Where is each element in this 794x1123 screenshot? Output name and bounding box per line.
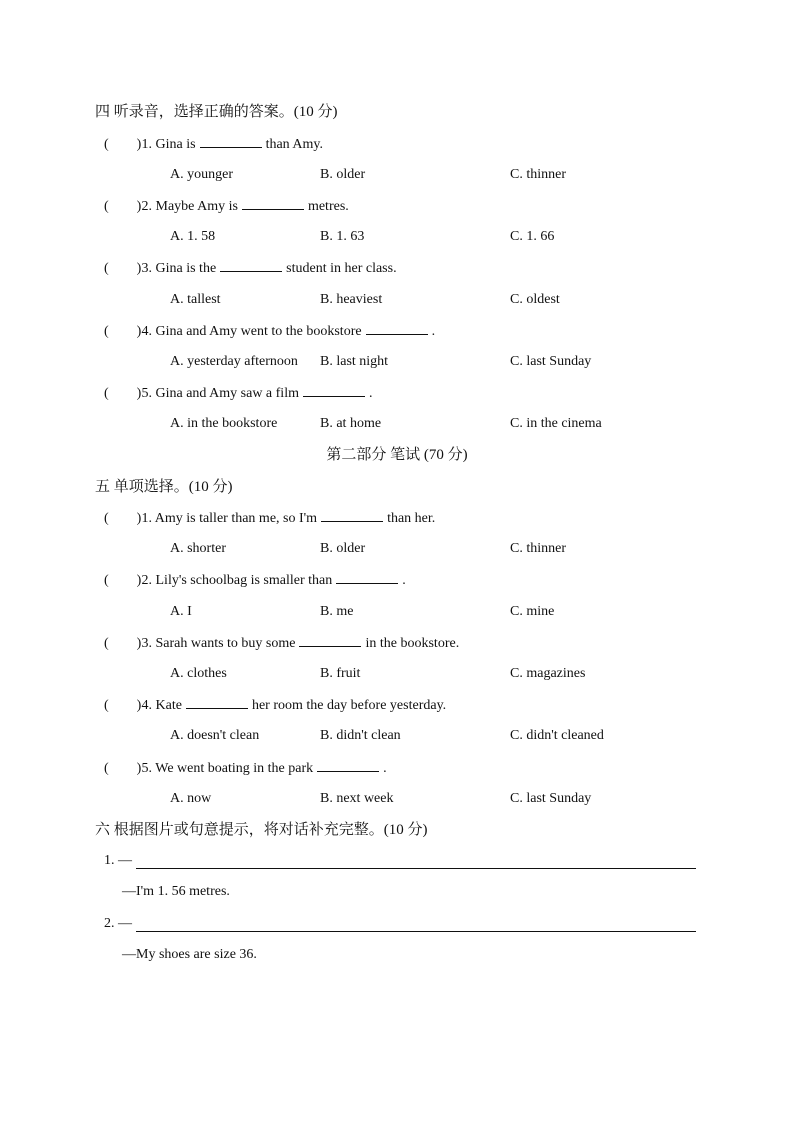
answer-blank[interactable] [303,384,365,397]
question-stem-pre: 2. Maybe Amy is [141,199,238,214]
question-stem-post: . [368,386,373,401]
answer-paren[interactable]: ( ) [104,511,142,526]
question-row [104,759,387,778]
option-c: C. mine [510,604,555,619]
option-a: A. shorter [170,541,226,556]
answer-paren[interactable]: ( ) [104,761,142,776]
answer-paren[interactable]: ( ) [104,386,142,401]
question-stem-post: . [383,761,387,776]
dialogue-number: 2. — [104,916,132,931]
question-stem-pre: 5. Gina and Amy saw a film [141,386,299,401]
section-five-heading: 五 单项选择。(10 分) [95,479,233,495]
dialogue-number: 1. — [104,853,132,868]
option-a: A. doesn't clean [170,728,260,743]
option-b: B. last night [320,354,389,369]
answer-paren[interactable]: ( ) [104,324,142,339]
answer-blank[interactable] [220,259,282,272]
answer-blank[interactable] [366,322,428,335]
option-a: A. younger [170,167,233,182]
answer-blank[interactable] [200,135,262,148]
option-b: B. older [320,167,366,182]
question-stem-post: . [431,324,436,339]
question-row [104,384,372,403]
answer-blank[interactable] [317,759,379,772]
question-row [104,135,323,154]
answer-paren[interactable]: ( ) [104,698,142,713]
answer-blank[interactable] [242,197,304,210]
answer-line[interactable] [136,868,696,869]
answer-paren[interactable]: ( ) [104,573,142,588]
option-a: A. now [170,791,212,806]
question-stem-post: . [402,573,406,588]
answer-blank[interactable] [299,634,361,647]
option-c: C. didn't cleaned [510,728,604,743]
option-a: A. yesterday afternoon [170,354,298,369]
dialogue-reply: —I'm 1. 56 metres. [122,884,230,899]
option-a: A. I [170,604,192,619]
answer-blank[interactable] [336,571,398,584]
answer-paren[interactable]: ( ) [104,636,142,651]
answer-blank[interactable] [186,696,248,709]
question-stem-pre: 3. Sarah wants to buy some [141,636,296,651]
question-stem-pre: 3. Gina is the [141,261,217,276]
option-a: A. clothes [170,666,227,681]
answer-paren[interactable]: ( ) [104,261,142,276]
question-row [104,197,349,216]
question-stem-pre: 4. Gina and Amy went to the bookstore [141,324,362,339]
answer-paren[interactable]: ( ) [104,137,142,152]
option-c: C. last Sunday [510,791,592,806]
option-b: B. at home [320,416,382,431]
option-c: C. last Sunday [510,354,592,369]
question-stem-post: metres. [307,199,349,214]
answer-blank[interactable] [321,509,383,522]
option-b: B. 1. 63 [320,229,365,244]
option-c: C. in the cinema [510,416,602,431]
section-six-heading: 六 根据图片或句意提示，将对话补充完整。(10 分) [95,822,428,838]
option-b: B. heaviest [320,292,383,307]
answer-paren[interactable]: ( ) [104,199,142,214]
option-b: B. next week [320,791,394,806]
option-a: A. 1. 58 [170,229,216,244]
question-stem-post: her room the day before yesterday. [251,698,447,713]
option-c: C. 1. 66 [510,229,555,244]
option-a: A. in the bookstore [170,416,278,431]
question-stem-post: than Amy. [265,137,323,152]
question-row [104,322,435,341]
question-row [104,259,397,278]
option-c: C. magazines [510,666,586,681]
option-c: C. thinner [510,167,566,182]
question-stem-post: than her. [387,511,436,526]
dialogue-reply: —My shoes are size 36. [122,947,257,962]
question-stem-post: student in her class. [286,261,397,276]
answer-line[interactable] [136,931,696,932]
part-two-title: 第二部分 笔试 (70 分) [326,447,468,463]
section-four-heading: 四 听录音，选择正确的答案。(10 分) [95,104,338,120]
option-b: B. older [320,541,366,556]
question-row [104,509,435,528]
question-stem-pre: 1. Gina is [141,137,196,152]
option-c: C. oldest [510,292,560,307]
question-stem-pre: 1. Amy is taller than me, so I'm [141,511,318,526]
option-b: B. fruit [320,666,361,681]
question-stem-pre: 4. Kate [141,698,182,713]
question-stem-pre: 5. We went boating in the park [141,761,314,776]
question-row [104,571,406,590]
question-row [104,634,459,653]
option-c: C. thinner [510,541,566,556]
option-b: B. me [320,604,354,619]
question-row [104,696,446,715]
option-a: A. tallest [170,292,221,307]
option-b: B. didn't clean [320,728,401,743]
question-stem-post: in the bookstore. [365,636,460,651]
question-stem-pre: 2. Lily's schoolbag is smaller than [141,573,333,588]
